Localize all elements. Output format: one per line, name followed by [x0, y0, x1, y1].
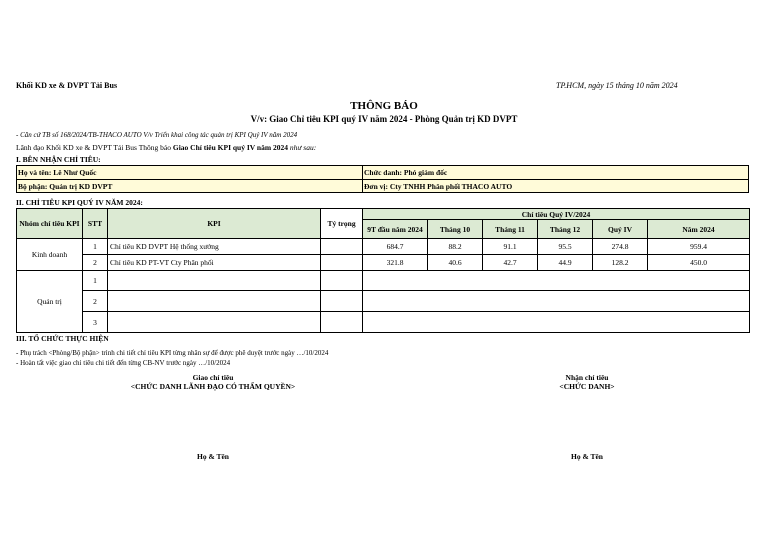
row-month-10: 40.6 — [428, 255, 483, 271]
intro-line — [16, 143, 316, 152]
implementation-line-2: - Hoàn tất việc giao chỉ tiêu chi tiết đến từng CB-NV trước ngày …/10/2024 — [16, 359, 231, 367]
section-2-heading: II. CHỈ TIÊU KPI QUÝ IV NĂM 2024: — [16, 198, 143, 207]
place-date: TP.HCM, ngày 15 tháng 10 năm 2024 — [556, 81, 678, 90]
row-month-12: 95.5 — [538, 239, 593, 255]
row-targets — [363, 291, 750, 312]
row-month-11: 42.7 — [483, 255, 538, 271]
document-title: THÔNG BÁO — [350, 100, 418, 112]
row-kpi: Chỉ tiêu KD DVPT Hệ thống xưởng — [108, 239, 321, 255]
signature-right-role: <CHỨC DANH> — [559, 382, 615, 391]
recipient-unit: Đơn vị: Cty TNHH Phân phối THACO AUTO — [364, 182, 513, 191]
signature-left-title: Giao chỉ tiêu — [192, 373, 234, 382]
row-weight — [321, 312, 363, 333]
row-stt: 2 — [83, 255, 108, 271]
table-row — [17, 291, 750, 312]
intro-bold: Giao Chỉ tiêu KPI quý IV năm 2024 — [172, 143, 288, 152]
row-9t: 321.8 — [363, 255, 428, 271]
row-kpi — [108, 312, 321, 333]
row-stt: 1 — [83, 239, 108, 255]
row-stt: 3 — [83, 312, 108, 333]
table-row — [17, 271, 750, 291]
signature-right-name: Họ & Tên — [571, 452, 603, 461]
table-row — [17, 255, 750, 271]
group-management: Quản trị — [17, 271, 83, 333]
row-9t: 684.7 — [363, 239, 428, 255]
header-q4: Quý IV — [593, 220, 648, 239]
row-weight — [321, 239, 363, 255]
row-weight — [321, 271, 363, 291]
signature-right-title: Nhận chỉ tiêu — [565, 373, 609, 382]
header-month-12: Tháng 12 — [538, 220, 593, 239]
intro-prefix: Lãnh đạo Khối KD xe & DVPT Tải Bus Thông báo — [16, 143, 173, 152]
header-9t: 9T đầu năm 2024 — [363, 220, 428, 239]
row-targets — [363, 312, 750, 333]
header-year: Năm 2024 — [648, 220, 750, 239]
recipient-department: Bộ phận: Quản trị KD DVPT — [18, 182, 113, 191]
row-stt: 1 — [83, 271, 108, 291]
header-month-11: Tháng 11 — [483, 220, 538, 239]
signature-left-role: <CHỨC DANH LÃNH ĐẠO CÓ THẨM QUYỀN> — [130, 382, 296, 391]
row-stt: 2 — [83, 291, 108, 312]
group-business: Kinh doanh — [17, 239, 83, 271]
header-kpi: KPI — [108, 209, 321, 239]
intro-suffix: như sau: — [287, 143, 317, 152]
header-month-10: Tháng 10 — [428, 220, 483, 239]
kpi-table — [16, 208, 750, 333]
org-name: Khối KD xe & DVPT Tải Bus — [16, 81, 118, 90]
row-year: 959.4 — [648, 239, 750, 255]
row-weight — [321, 255, 363, 271]
implementation-line-1: - Phụ trách <Phòng/Bộ phận> trình chi tiết chỉ tiêu KPI từng nhân sự để được phê duyệt trước ngày …/10/2024 — [16, 349, 329, 357]
section-1-heading: I. BÊN NHẬN CHỈ TIÊU: — [16, 155, 101, 164]
row-weight — [321, 291, 363, 312]
recipient-name: Họ và tên: Lê Như Quốc — [18, 168, 97, 177]
document-subtitle: V/v: Giao Chỉ tiêu KPI quý IV năm 2024 - Phòng Quản trị KD DVPT — [250, 114, 518, 124]
row-kpi — [108, 291, 321, 312]
table-header-row-1 — [17, 209, 750, 220]
row-month-12: 44.9 — [538, 255, 593, 271]
table-row — [17, 312, 750, 333]
basis-line: - Căn cứ TB số 168/2024/TB-THACO AUTO V/v Triển khai công tác quản trị KPI Quý IV năm 2024 — [16, 131, 298, 139]
row-year: 450.0 — [648, 255, 750, 271]
recipient-info-box — [16, 165, 749, 193]
recipient-position: Chức danh: Phó giám đốc — [364, 168, 448, 177]
row-q4: 274.8 — [593, 239, 648, 255]
row-q4: 128.2 — [593, 255, 648, 271]
row-month-11: 91.1 — [483, 239, 538, 255]
info-divider-horizontal — [17, 179, 748, 180]
signature-left-name: Họ & Tên — [197, 452, 229, 461]
header-stt: STT — [83, 209, 108, 239]
row-targets — [363, 271, 750, 291]
section-3-heading: III. TỔ CHỨC THỰC HIỆN — [16, 334, 109, 343]
header-kpi-group: Nhóm chỉ tiêu KPI — [17, 209, 83, 239]
table-row — [17, 239, 750, 255]
row-month-10: 88.2 — [428, 239, 483, 255]
header-target-group: Chỉ tiêu Quý IV/2024 — [363, 209, 750, 220]
row-kpi — [108, 271, 321, 291]
row-kpi: Chỉ tiêu KD PT-VT Cty Phân phối — [108, 255, 321, 271]
header-weight: Tỷ trọng — [321, 209, 363, 239]
